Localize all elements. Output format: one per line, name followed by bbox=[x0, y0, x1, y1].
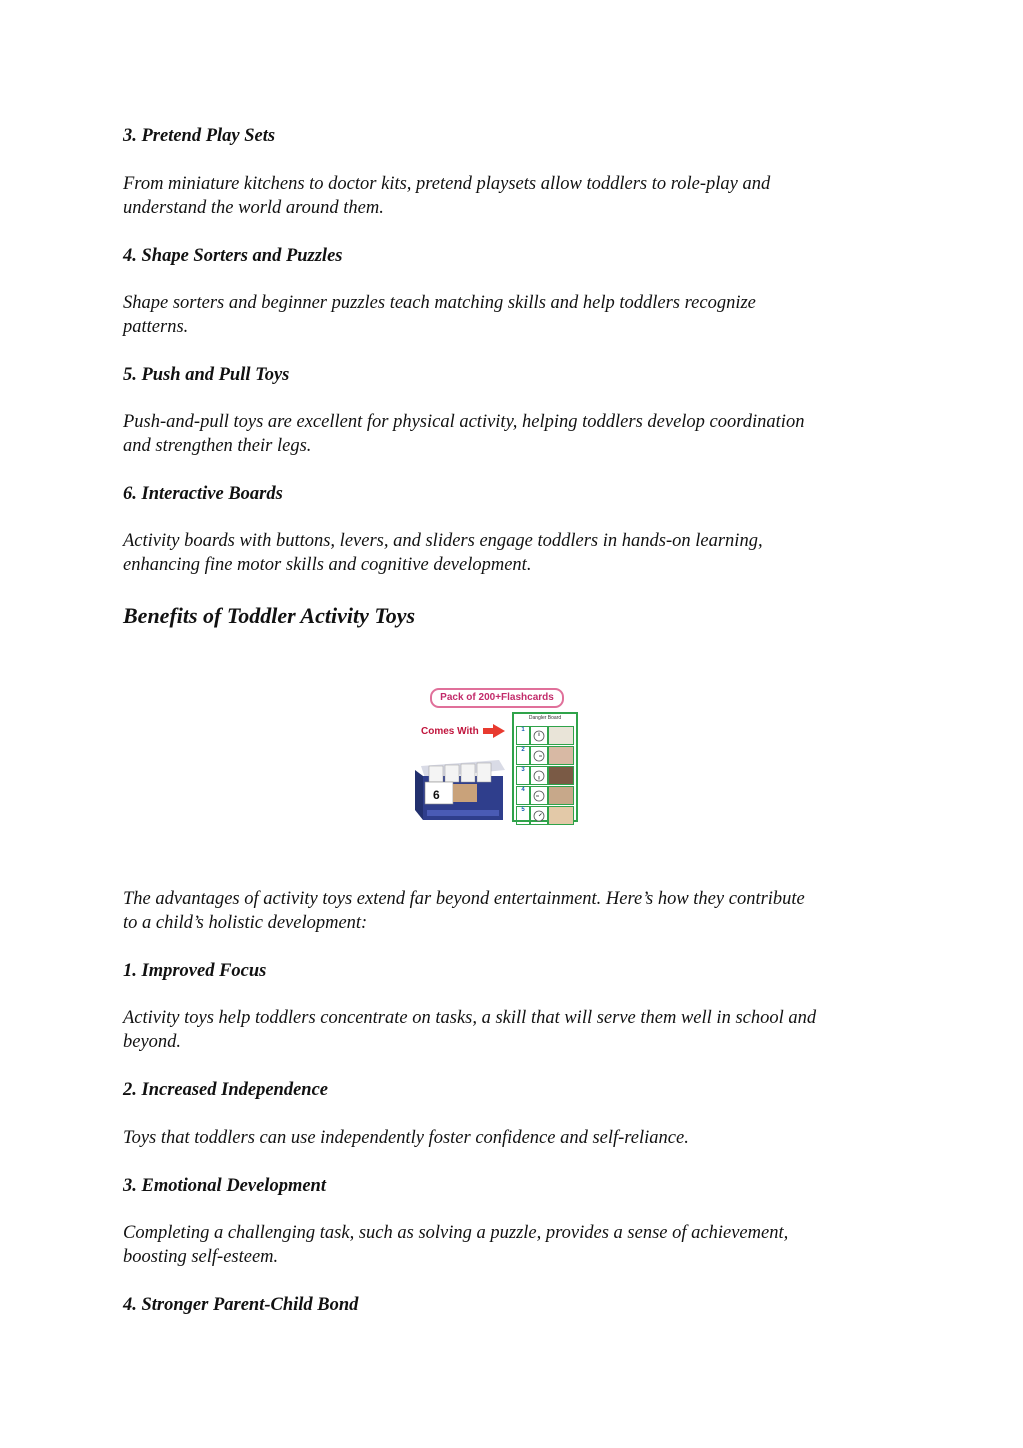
benefit-text-line: beyond. bbox=[123, 1032, 182, 1052]
board-number: 4 bbox=[516, 786, 530, 805]
section-text-line: Shape sorters and beginner puzzles teach matching skills and help toddlers recognize bbox=[123, 293, 756, 313]
benefit-text-line: Completing a challenging task, such as solving a puzzle, provides a sense of achievement, bbox=[123, 1223, 789, 1243]
intro-text-line: to a child’s holistic development: bbox=[123, 913, 368, 933]
benefit-heading: 3. Emotional Development bbox=[123, 1176, 326, 1196]
section-text-line: From miniature kitchens to doctor kits, pretend playsets allow toddlers to role-play and bbox=[123, 174, 771, 194]
section-text-line: Push-and-pull toys are excellent for physical activity, helping toddlers develop coordination bbox=[123, 412, 805, 432]
red-arrow-icon bbox=[483, 724, 505, 738]
section-heading: 3. Pretend Play Sets bbox=[123, 126, 276, 146]
intro-text-line: The advantages of activity toys extend far beyond entertainment. Here’s how they contribute bbox=[123, 889, 805, 909]
clock-icon bbox=[533, 770, 545, 782]
box-number: 6 bbox=[433, 788, 440, 802]
board-number: 5 bbox=[516, 806, 530, 825]
product-image bbox=[415, 688, 580, 826]
benefit-heading: 2. Increased Independence bbox=[123, 1080, 329, 1100]
clock-icon bbox=[533, 730, 545, 742]
section-heading: 4. Shape Sorters and Puzzles bbox=[123, 246, 343, 266]
dangler-board bbox=[512, 712, 578, 822]
section-text-line: Activity boards with buttons, levers, and sliders engage toddlers in hands-on learning, bbox=[123, 531, 763, 551]
benefit-text-line: Toys that toddlers can use independently foster confidence and self-reliance. bbox=[123, 1128, 689, 1148]
board-title: Dangler Board bbox=[528, 715, 562, 721]
clock-icon bbox=[533, 790, 545, 802]
section-heading: 6. Interactive Boards bbox=[123, 484, 283, 504]
section-text-line: and strengthen their legs. bbox=[123, 436, 312, 456]
benefit-text-line: boosting self-esteem. bbox=[123, 1247, 279, 1267]
board-number: 2 bbox=[516, 746, 530, 765]
board-grid bbox=[516, 726, 574, 826]
section-text-line: enhancing fine motor skills and cognitive development. bbox=[123, 555, 532, 575]
benefit-heading: 4. Stronger Parent-Child Bond bbox=[123, 1295, 359, 1315]
section-text-line: understand the world around them. bbox=[123, 198, 384, 218]
benefit-heading: 1. Improved Focus bbox=[123, 961, 267, 981]
clock-icon bbox=[533, 810, 545, 822]
clock-icon bbox=[533, 750, 545, 762]
comes-with-label: Comes With bbox=[421, 726, 479, 737]
benefit-text-line: Activity toys help toddlers concentrate on tasks, a skill that will serve them well in school and bbox=[123, 1008, 817, 1028]
flashcards-pill-label: Pack of 200+Flashcards bbox=[430, 688, 564, 708]
section-heading: 5. Push and Pull Toys bbox=[123, 365, 290, 385]
board-number: 3 bbox=[516, 766, 530, 785]
benefits-heading: Benefits of Toddler Activity Toys bbox=[123, 603, 416, 628]
flashcard-box-image bbox=[415, 748, 509, 824]
board-number: 1 bbox=[516, 726, 530, 745]
section-text-line: patterns. bbox=[123, 317, 189, 337]
